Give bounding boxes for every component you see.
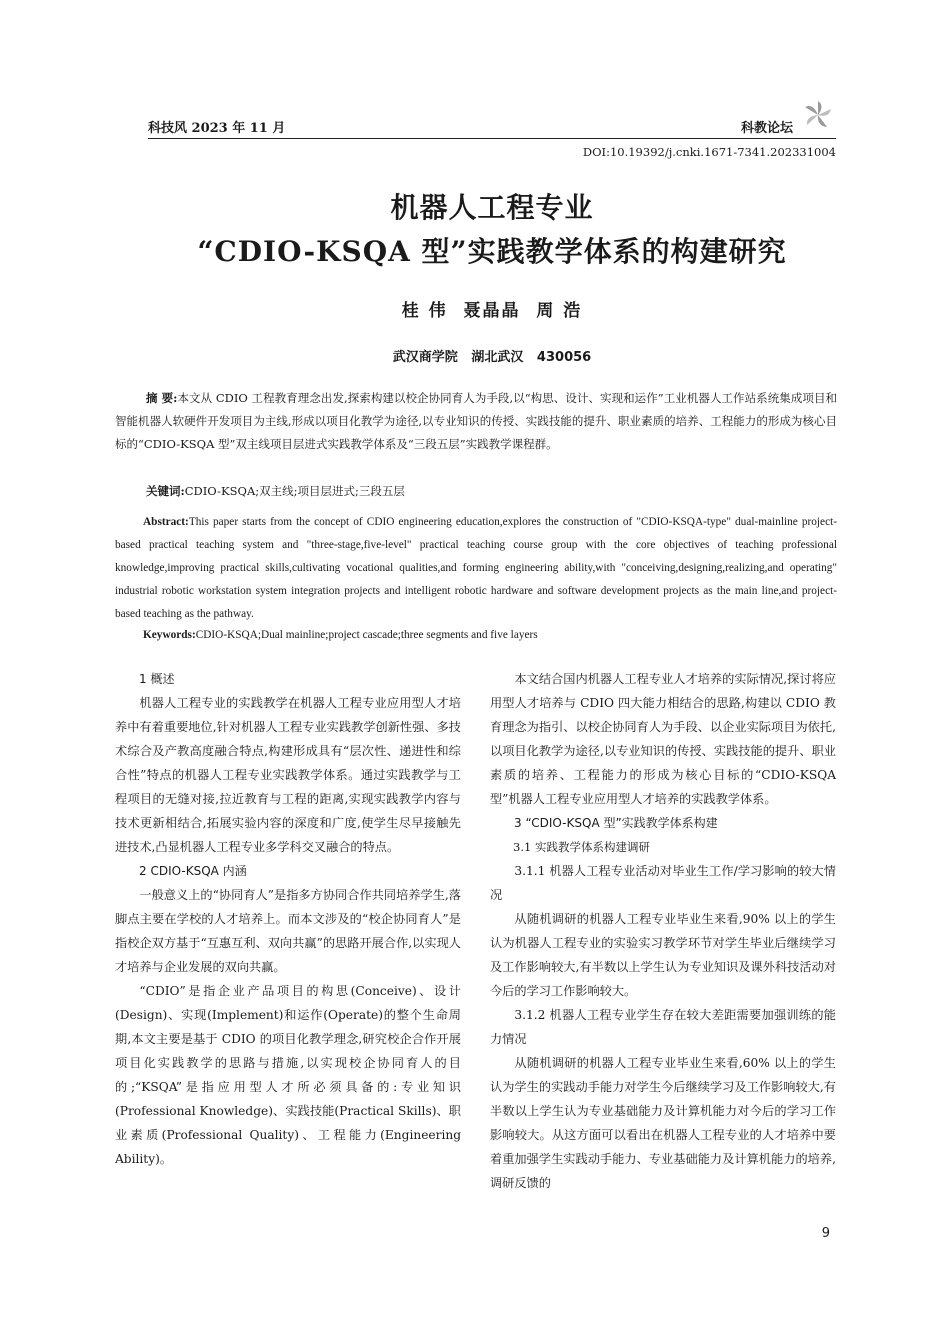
keywords-en-label: Keywords:: [143, 629, 196, 641]
authors: 桂 伟 聂晶晶 周 浩: [401, 301, 583, 321]
section-2-paragraph-2: “CDIO”是指企业产品项目的构思(Conceive)、设计(Design)、实现(Implement)和运作(Operate)的整个生命周期,本文主要是基于 CDIO 的项目化教学理念,研究校企合作开展项目化实践教学的思路与措施,以实现校企协同育人的目的;“KSQA”是指应用型人才所必须具备的:专业知识(Professional Knowledge)、实践技能(Practical Skills)、职业素质(Professional Quality)、工程能力(Engineering Ability)。: [115, 984, 461, 1166]
abstract-cn: [115, 387, 837, 456]
title-line-2: “CDIO-KSQA 型”实践教学体系的构建研究: [197, 235, 787, 268]
section-1-paragraph: 机器人工程专业的实践教学在机器人工程专业应用型人才培养中有着重要地位,针对机器人工程专业实践教学创新性强、多技术综合及产教高度融合特点,构建形成具有“层次性、递进性和综合性”特点的机器人工程专业实践教学体系。通过实践教学与工程项目的无缝对接,拉近教育与工程的距离,实现实践教学内容与技术更新相结合,拓展实验内容的深度和广度,使学生尽早接触先进技术,凸显机器人工程专业多学科交叉融合的特点。: [115, 696, 461, 854]
keywords-en-text: CDIO-KSQA;Dual mainline;project cascade;three segments and five layers: [195, 629, 538, 641]
pinwheel-logo-icon: [803, 100, 833, 130]
section-1-title: 1 概述: [139, 672, 175, 686]
section-2-title: 2 CDIO-KSQA 内涵: [139, 864, 247, 878]
page-number: 9: [821, 1226, 830, 1241]
subsection-3-1-1: 3.1.1 机器人工程专业活动对毕业生工作/学习影响的较大情况: [490, 864, 836, 902]
right-paragraph-3: 从随机调研的机器人工程专业毕业生来看,60% 以上的学生认为学生的实践动手能力对学生今后继续学习及工作影响较大,有半数以上学生认为专业基础能力及计算机能力对今后的学习工作影响较大。从这方面可以看出在机器人工程专业的人才培养中要着重加强学生实践动手能力、专业基础能力及计算机能力的培养,调研反馈的: [490, 1056, 836, 1190]
abstract-cn-text: 本文从 CDIO 工程教育理念出发,探索构建以校企协同育人为手段,以“构思、设计、实现和运作”工业机器人工作站系统集成项目和智能机器人软硬件开发项目为主线,形成以项目化教学为途径,以专业知识的传授、实践技能的提升、职业素质的培养、工程能力的形成为核心目标的“CDIO-KSQA 型”双主线项目层进式实践教学体系及“三段五层”实践教学课程群。: [115, 391, 837, 451]
keywords-cn-label: 关键词:: [146, 484, 185, 498]
doi: DOI:10.19392/j.cnki.1671-7341.202331004: [582, 145, 836, 159]
section-2-paragraph-1: 一般意义上的“协同育人”是指多方协同合作共同培养学生,落脚点主要在学校的人才培养上。而本文涉及的“校企协同育人”是指校企双方基于“互惠互利、双向共赢”的思路开展合作,以实现人才培养与企业发展的双向共赢。: [115, 888, 461, 974]
right-paragraph-1: 本文结合国内机器人工程专业人才培养的实际情况,探讨将应用型人才培养与 CDIO 四大能力相结合的思路,构建以 CDIO 教育理念为指引、以校企协同育人为手段、以企业实际项目为依托,以项目化教学为途径,以专业知识的传授、实践技能的提升、职业素质的培养、工程能力的形成为核心目标的“CDIO-KSQA 型”机器人工程专业应用型人才培养的实践教学体系。: [490, 672, 836, 806]
journal-issue: 科技风 2023 年 11 月: [148, 121, 286, 136]
section-3-title: 3 “CDIO-KSQA 型”实践教学体系构建: [514, 816, 718, 830]
column-name: 科教论坛: [741, 121, 794, 136]
abstract-en-label: Abstract:: [143, 516, 189, 528]
title-line-1: 机器人工程专业: [390, 191, 594, 224]
affiliation: 武汉商学院 湖北武汉 430056: [392, 350, 592, 365]
abstract-en-text: This paper starts from the concept of CDIO engineering education,explores the construction of "CDIO-KSQA-type" dual-mainline project-based practical teaching system and "three-stage,five-level" practical teaching course group with the core objectives of teaching professional knowledge,improving practical skills,cultivating vocational qualities,and forming engineering ability,with "conceiving,designing,realizing,and operating" industrial robotic workstation system integration projects and intelligent robotic hardware and software development projects as the main line,and project-based teaching as the pathway.: [115, 516, 837, 620]
abstract-en: [115, 511, 837, 626]
right-paragraph-2: 从随机调研的机器人工程专业毕业生来看,90% 以上的学生认为机器人工程专业的实验实习教学环节对学生毕业后继续学习及工作影响较大,有半数以上学生认为专业知识及课外科技活动对今后的学习工作影响较大。: [490, 912, 836, 998]
left-column: [115, 667, 461, 1171]
keywords-cn-text: CDIO-KSQA;双主线;项目层进式;三段五层: [184, 484, 405, 498]
right-column: [490, 667, 836, 1195]
header-rule: [148, 138, 836, 139]
keywords-cn: [146, 480, 836, 503]
subsection-3-1: 3.1 实践教学体系构建调研: [513, 840, 650, 854]
keywords-en: [143, 624, 833, 647]
abstract-cn-label: 摘 要:: [146, 391, 178, 405]
subsection-3-1-2: 3.1.2 机器人工程专业学生存在较大差距需要加强训练的能力情况: [490, 1008, 836, 1046]
